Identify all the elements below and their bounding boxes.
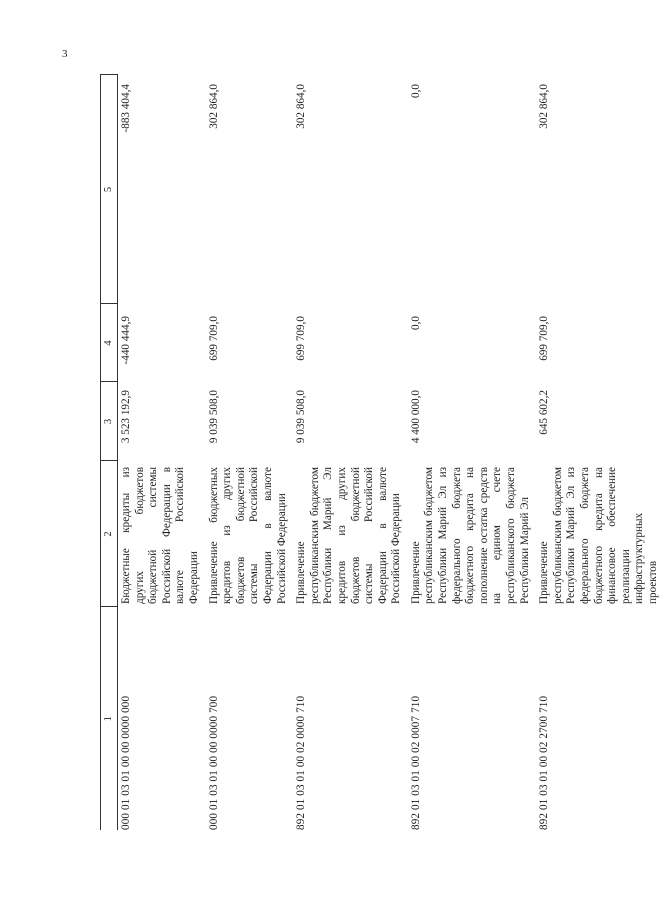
budget-table xyxy=(100,75,665,831)
header-cell-5: 5 xyxy=(101,75,118,304)
row-value-5: -883 404,4 xyxy=(120,84,132,133)
row-value-3: 9 039 508,0 xyxy=(295,390,308,444)
row-code: 892 01 03 01 00 02 0007 710 xyxy=(409,695,422,830)
row-value-5: 302 864,0 xyxy=(207,84,220,129)
row-code: 000 01 03 01 00 00 0000 700 xyxy=(207,695,220,830)
row-value-5: 302 864,0 xyxy=(295,84,308,129)
header-cell-2: 2 xyxy=(101,461,118,607)
row-name: Привлечение республиканским бюджетом Республики Марий Эл кредитов из других бюджетов бюджетной системы Российской Федерации в валюте Российской Федерации xyxy=(295,467,403,604)
header-cell-3: 3 xyxy=(101,382,118,461)
header-cell-4: 4 xyxy=(101,304,118,382)
page-number: 3 xyxy=(62,48,68,60)
row-value-3: 4 400 000,0 xyxy=(409,390,422,444)
row-name: Бюджетные кредиты из других бюджетов бюджетной системы Российской Федерации в валюте Российской Федерации xyxy=(120,467,200,604)
row-code: 000 01 03 01 00 00 0000 000 xyxy=(120,695,132,830)
table-header xyxy=(101,75,118,830)
table-row xyxy=(408,75,536,830)
table-row xyxy=(118,75,206,830)
row-value-4: 699 709,0 xyxy=(538,316,551,361)
row-value-4: 699 709,0 xyxy=(295,316,308,361)
row-value-5: 302 864,0 xyxy=(538,84,551,129)
row-value-4: 0,0 xyxy=(409,316,422,330)
row-code: 892 01 03 01 00 02 2700 710 xyxy=(538,695,551,830)
row-value-5: 0,0 xyxy=(409,84,422,98)
row-value-3: 3 523 192,9 xyxy=(120,390,132,444)
row-code: 892 01 03 01 00 02 0000 710 xyxy=(295,695,308,830)
row-name: Привлечение республиканским бюджетом Республики Марий Эл из федерального бюджета бюджетного кредита на пополнение остатка средств на едином счете республиканского бюджета Республики Марий Эл xyxy=(409,467,531,604)
rotated-page xyxy=(100,75,659,830)
row-value-3: 9 039 508,0 xyxy=(207,390,220,444)
table-row xyxy=(536,75,664,830)
row-value-4: -440 444,9 xyxy=(120,316,132,365)
header-cell-1: 1 xyxy=(101,607,118,830)
row-name: Привлечение республиканским бюджетом Республики Марий Эл из федерального бюджета бюджетного кредита на финансовое обеспечение реализации инфраструктурных проектов xyxy=(538,467,659,604)
row-value-3: 645 602,2 xyxy=(538,390,551,435)
table-row xyxy=(293,75,408,830)
row-name: Привлечение бюджетных кредитов из других бюджетов бюджетной системы Российской Федерации в валюте Российской Федерации xyxy=(207,467,288,604)
table-row xyxy=(206,75,294,830)
row-value-4: 699 709,0 xyxy=(207,316,220,361)
